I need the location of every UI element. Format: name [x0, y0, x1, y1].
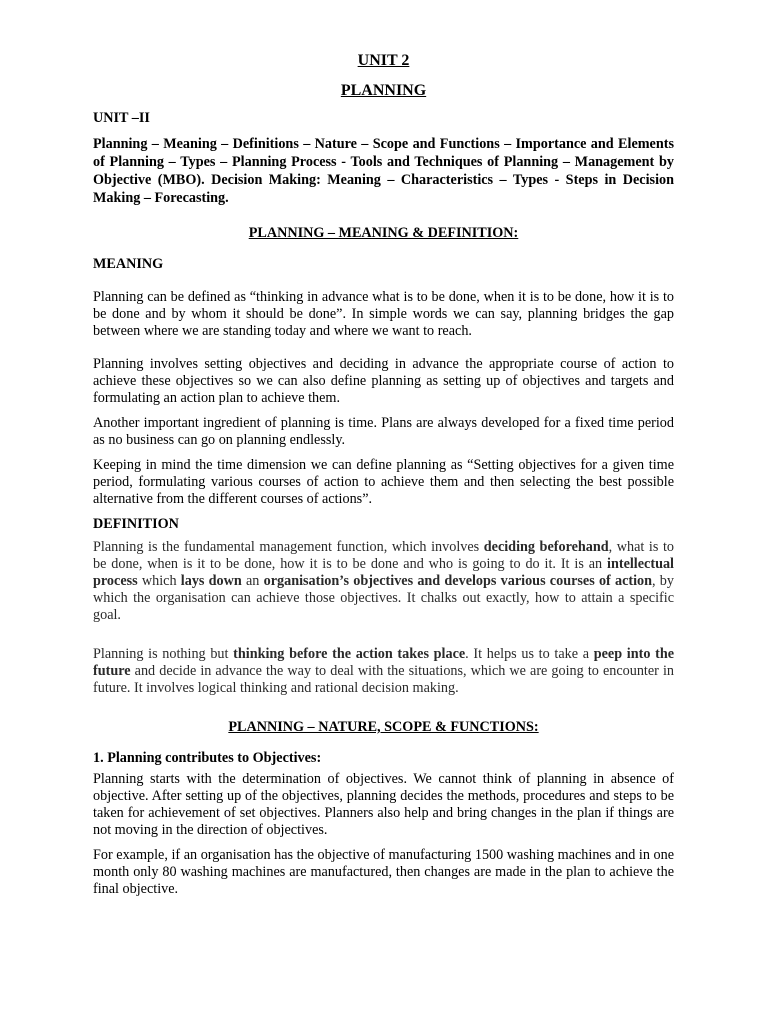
meaning-heading: MEANING — [93, 256, 164, 272]
syllabus-text: Planning – Meaning – Definitions – Nature – Scope and Functions – Importance and Elements of Planning – Types – Planning Process - Tools and Techniques of Planning – Management by Objective (MBO). Decision Making: Meaning – Characteristics – Types - Steps in Decision Making – Forecasting. — [93, 136, 674, 206]
definition-paragraph — [93, 539, 674, 624]
text-run: , what is to be done, when is it to be done, how it is to be done and who is going to do it. It is an — [93, 539, 674, 572]
section-heading-nature-scope: PLANNING – NATURE, SCOPE & FUNCTIONS: — [228, 719, 539, 735]
point-paragraph: For example, if an organisation has the objective of manufacturing 1500 washing machines and in one month only 80 washing machines are manufactured, then changes are made in the plan to achieve the final objective. — [93, 847, 674, 897]
unit-title: UNIT 2 — [357, 52, 410, 69]
text-run: which — [137, 573, 181, 589]
bold-run: lays down — [180, 573, 242, 589]
subject-title: PLANNING — [340, 82, 427, 99]
text-run: , by which the organisation can achieve those objectives. It chalks out exactly, how to attain a specific goal. — [93, 573, 674, 623]
bold-run: organisation’s objectives and develops various courses of action — [263, 573, 653, 589]
point-paragraph: Planning starts with the determination of objectives. We cannot think of planning in absence of objective. After setting up of the objectives, planning decides the methods, procedures and steps to be taken for achievement of set objectives. Planners also help and bring changes in the plan if things are not moving in the direction of objectives. — [93, 771, 674, 838]
meaning-paragraph: Planning can be defined as “thinking in advance what is to be done, when it is to be done, how it is to be done and by whom it should be done”. In simple words we can say, planning bridges the gap between where we are standing today and where we want to reach. — [93, 289, 674, 339]
text-run: Planning is the fundamental management function, which involves — [93, 539, 484, 555]
section-heading-meaning-definition: PLANNING – MEANING & DEFINITION: — [248, 225, 519, 241]
bold-run: intellectual process — [93, 556, 674, 589]
bold-run: peep into the future — [93, 646, 675, 679]
definition-paragraph — [93, 646, 674, 697]
meaning-paragraph: Another important ingredient of planning is time. Plans are always developed for a fixed time period as no business can go on planning endlessly. — [93, 415, 674, 448]
text-run: an — [241, 573, 264, 589]
document-page — [93, 50, 674, 898]
text-run: . It helps us to take a — [465, 646, 594, 662]
text-run: Planning is nothing but — [93, 646, 234, 662]
point-heading: 1. Planning contributes to Objectives: — [93, 750, 322, 766]
bold-run: thinking before the action takes place — [233, 646, 466, 662]
syllabus-label: UNIT –II — [93, 110, 150, 126]
text-run: and decide in advance the way to deal with the situations, which we are going to encounter in future. It involves logical thinking and rational decision making. — [93, 663, 674, 696]
meaning-paragraph: Keeping in mind the time dimension we can define planning as “Setting objectives for a given time period, formulating various courses of action to achieve them and then selecting the best possible alternative from the different courses of actions”. — [93, 457, 674, 507]
meaning-paragraph: Planning involves setting objectives and deciding in advance the appropriate course of action to achieve these objectives so we can also define planning as setting up of objectives and targets and formulating an action plan to achieve them. — [93, 356, 674, 406]
definition-heading: DEFINITION — [93, 516, 179, 532]
bold-run: deciding beforehand — [483, 539, 609, 555]
